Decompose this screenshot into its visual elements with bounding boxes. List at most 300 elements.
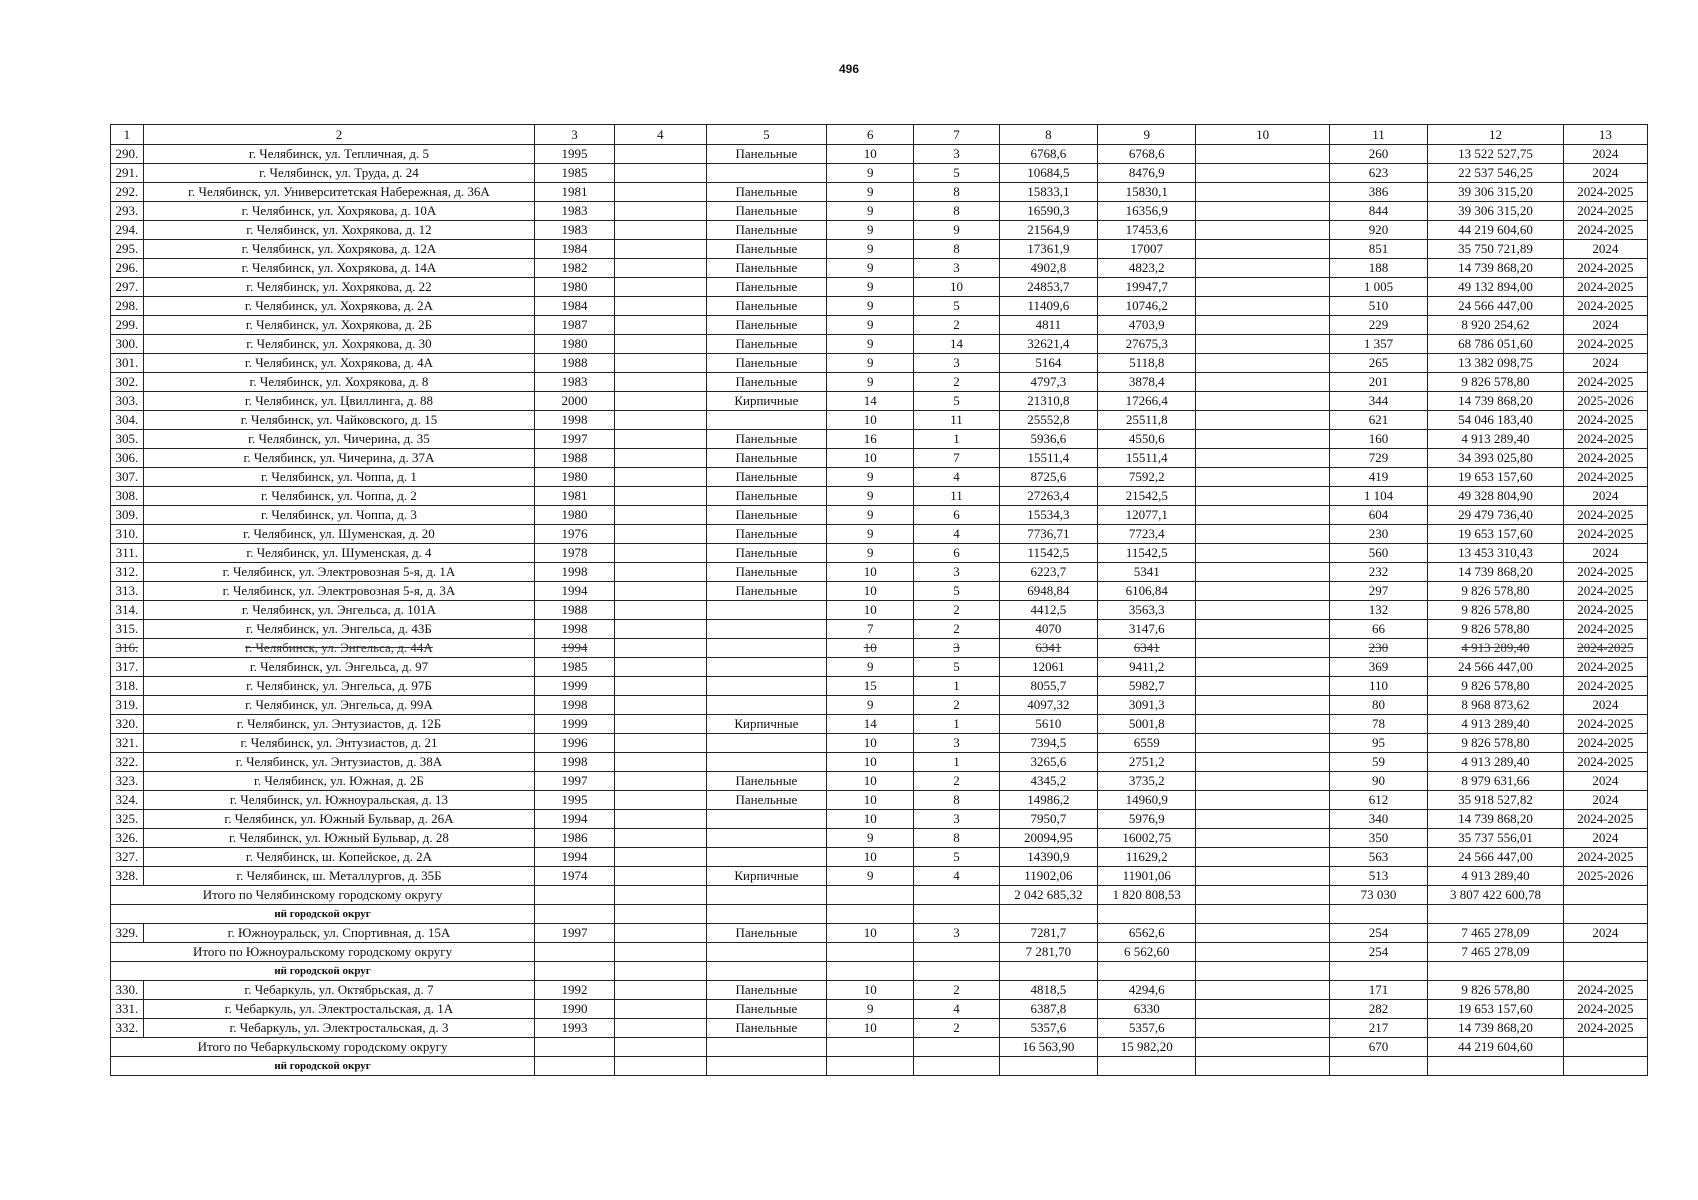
cell-c6: 9 bbox=[826, 658, 913, 677]
column-number-row bbox=[111, 125, 1648, 145]
cell-c11: 132 bbox=[1329, 601, 1427, 620]
cell-c6 bbox=[826, 1038, 913, 1057]
cell-c3: 1998 bbox=[535, 620, 615, 639]
cell-c9: 3878,4 bbox=[1098, 373, 1196, 392]
cell-c4 bbox=[614, 1038, 706, 1057]
cell-c6: 9 bbox=[826, 468, 913, 487]
address-cell: г. Челябинск, ул. Хохрякова, д. 12 bbox=[143, 221, 534, 240]
cell-c11: 510 bbox=[1329, 297, 1427, 316]
cell-c4 bbox=[614, 487, 706, 506]
cell-c7: 4 bbox=[914, 468, 999, 487]
address-cell: г. Чебаркуль, ул. Октябрьская, д. 7 bbox=[143, 981, 534, 1000]
cell-c13: 2025-2026 bbox=[1563, 392, 1647, 411]
row-number: 319. bbox=[111, 696, 144, 715]
table-row bbox=[111, 145, 1648, 164]
cell-c6: 16 bbox=[826, 430, 913, 449]
cell-c9: 9411,2 bbox=[1098, 658, 1196, 677]
cell-c3: 1990 bbox=[535, 1000, 615, 1019]
cell-c9: 3147,6 bbox=[1098, 620, 1196, 639]
cell-c10 bbox=[1196, 601, 1329, 620]
cell-c11: 201 bbox=[1329, 373, 1427, 392]
cell-c12: 24 566 447,00 bbox=[1428, 848, 1564, 867]
row-number: 327. bbox=[111, 848, 144, 867]
cell-c11: 513 bbox=[1329, 867, 1427, 886]
table-row bbox=[111, 221, 1648, 240]
address-cell: г. Челябинск, ул. Энгельса, д. 101А bbox=[143, 601, 534, 620]
table-row bbox=[111, 677, 1648, 696]
cell-c7: 8 bbox=[914, 240, 999, 259]
cell-c13 bbox=[1563, 943, 1647, 962]
table-row bbox=[111, 981, 1648, 1000]
cell-c9: 15830,1 bbox=[1098, 183, 1196, 202]
cell-c13: 2024 bbox=[1563, 791, 1647, 810]
cell-c6: 14 bbox=[826, 715, 913, 734]
cell-c11: 73 030 bbox=[1329, 886, 1427, 905]
cell-c9: 3563,3 bbox=[1098, 601, 1196, 620]
cell-c3: 1995 bbox=[535, 791, 615, 810]
address-cell: г. Челябинск, ул. Южный Бульвар, д. 26А bbox=[143, 810, 534, 829]
cell-c5: Панельные bbox=[706, 449, 826, 468]
cell-c7: 1 bbox=[914, 430, 999, 449]
cell-empty bbox=[914, 962, 999, 981]
cell-c11: 78 bbox=[1329, 715, 1427, 734]
cell-empty bbox=[826, 1057, 913, 1076]
section-label: ий городской округ bbox=[111, 905, 535, 924]
table-row bbox=[111, 297, 1648, 316]
cell-c4 bbox=[614, 278, 706, 297]
cell-c8: 15534,3 bbox=[999, 506, 1097, 525]
cell-c10 bbox=[1196, 886, 1329, 905]
cell-c6: 9 bbox=[826, 278, 913, 297]
row-number: 331. bbox=[111, 1000, 144, 1019]
cell-empty bbox=[914, 1057, 999, 1076]
address-cell: г. Челябинск, ш. Копейское, д. 2А bbox=[143, 848, 534, 867]
cell-c11: 851 bbox=[1329, 240, 1427, 259]
cell-c10 bbox=[1196, 715, 1329, 734]
cell-c11: 297 bbox=[1329, 582, 1427, 601]
cell-c3: 1997 bbox=[535, 924, 615, 943]
cell-c12: 8 920 254,62 bbox=[1428, 316, 1564, 335]
cell-c11: 621 bbox=[1329, 411, 1427, 430]
cell-c4 bbox=[614, 335, 706, 354]
table-row bbox=[111, 696, 1648, 715]
cell-c9: 12077,1 bbox=[1098, 506, 1196, 525]
cell-c5: Панельные bbox=[706, 582, 826, 601]
column-header: 12 bbox=[1428, 125, 1564, 145]
cell-c13: 2024-2025 bbox=[1563, 525, 1647, 544]
cell-c4 bbox=[614, 1000, 706, 1019]
cell-c8: 5936,6 bbox=[999, 430, 1097, 449]
cell-c12: 9 826 578,80 bbox=[1428, 582, 1564, 601]
table-row bbox=[111, 1000, 1648, 1019]
cell-c9: 5001,8 bbox=[1098, 715, 1196, 734]
cell-c11: 560 bbox=[1329, 544, 1427, 563]
cell-c4 bbox=[614, 753, 706, 772]
cell-c13: 2024-2025 bbox=[1563, 411, 1647, 430]
cell-c7: 11 bbox=[914, 487, 999, 506]
table-row bbox=[111, 316, 1648, 335]
address-cell: г. Южноуральск, ул. Спортивная, д. 15А bbox=[143, 924, 534, 943]
row-number: 322. bbox=[111, 753, 144, 772]
cell-c5: Панельные bbox=[706, 487, 826, 506]
cell-c7: 2 bbox=[914, 696, 999, 715]
address-cell: г. Челябинск, ул. Хохрякова, д. 2Б bbox=[143, 316, 534, 335]
cell-empty bbox=[999, 962, 1097, 981]
cell-c7: 3 bbox=[914, 259, 999, 278]
cell-c7: 5 bbox=[914, 848, 999, 867]
cell-c6: 9 bbox=[826, 829, 913, 848]
cell-c9: 3735,2 bbox=[1098, 772, 1196, 791]
cell-c3: 1988 bbox=[535, 601, 615, 620]
cell-c8: 24853,7 bbox=[999, 278, 1097, 297]
address-cell: г. Челябинск, ул. Хохрякова, д. 2А bbox=[143, 297, 534, 316]
cell-c13: 2024-2025 bbox=[1563, 715, 1647, 734]
cell-c13: 2024-2025 bbox=[1563, 620, 1647, 639]
cell-empty bbox=[999, 1057, 1097, 1076]
table-row bbox=[111, 829, 1648, 848]
cell-c7: 2 bbox=[914, 620, 999, 639]
cell-c7: 6 bbox=[914, 506, 999, 525]
cell-c11: 1 357 bbox=[1329, 335, 1427, 354]
cell-c11: 344 bbox=[1329, 392, 1427, 411]
column-header: 9 bbox=[1098, 125, 1196, 145]
cell-c12: 35 918 527,82 bbox=[1428, 791, 1564, 810]
cell-c12: 14 739 868,20 bbox=[1428, 810, 1564, 829]
table-row bbox=[111, 487, 1648, 506]
cell-c3: 1992 bbox=[535, 981, 615, 1000]
cell-c3: 1998 bbox=[535, 411, 615, 430]
cell-c12: 24 566 447,00 bbox=[1428, 658, 1564, 677]
cell-c10 bbox=[1196, 297, 1329, 316]
cell-c9: 25511,8 bbox=[1098, 411, 1196, 430]
cell-c3: 1985 bbox=[535, 164, 615, 183]
cell-c6: 9 bbox=[826, 183, 913, 202]
cell-c11: 254 bbox=[1329, 943, 1427, 962]
cell-c8: 14986,2 bbox=[999, 791, 1097, 810]
address-cell: г. Челябинск, ул. Электровозная 5-я, д. 3А bbox=[143, 582, 534, 601]
cell-c6: 9 bbox=[826, 544, 913, 563]
cell-c11: 229 bbox=[1329, 316, 1427, 335]
cell-c3: 1995 bbox=[535, 145, 615, 164]
cell-c8: 4097,32 bbox=[999, 696, 1097, 715]
cell-c7: 2 bbox=[914, 1019, 999, 1038]
cell-c4 bbox=[614, 829, 706, 848]
cell-c5: Панельные bbox=[706, 791, 826, 810]
total-label: Итого по Чебаркульскому городскому округу bbox=[111, 1038, 535, 1057]
cell-empty bbox=[706, 1057, 826, 1076]
cell-c11: 230 bbox=[1329, 525, 1427, 544]
cell-c11: 230 bbox=[1329, 639, 1427, 658]
cell-c3: 1987 bbox=[535, 316, 615, 335]
column-header: 8 bbox=[999, 125, 1097, 145]
cell-c4 bbox=[614, 886, 706, 905]
cell-c7 bbox=[914, 886, 999, 905]
cell-c9: 4703,9 bbox=[1098, 316, 1196, 335]
cell-c7: 4 bbox=[914, 867, 999, 886]
cell-c4 bbox=[614, 696, 706, 715]
cell-c6: 9 bbox=[826, 354, 913, 373]
cell-c8: 8725,6 bbox=[999, 468, 1097, 487]
cell-c12: 44 219 604,60 bbox=[1428, 221, 1564, 240]
cell-empty bbox=[1563, 962, 1647, 981]
cell-c3: 1981 bbox=[535, 487, 615, 506]
cell-c9: 6768,6 bbox=[1098, 145, 1196, 164]
cell-c7: 3 bbox=[914, 563, 999, 582]
cell-c3: 1988 bbox=[535, 449, 615, 468]
cell-c6: 10 bbox=[826, 848, 913, 867]
row-number: 298. bbox=[111, 297, 144, 316]
row-number: 332. bbox=[111, 1019, 144, 1038]
cell-empty bbox=[1563, 905, 1647, 924]
cell-c11: 604 bbox=[1329, 506, 1427, 525]
cell-c13: 2024-2025 bbox=[1563, 848, 1647, 867]
cell-c6: 9 bbox=[826, 525, 913, 544]
cell-c13 bbox=[1563, 1038, 1647, 1057]
row-number: 324. bbox=[111, 791, 144, 810]
cell-c12: 9 826 578,80 bbox=[1428, 373, 1564, 392]
cell-c10 bbox=[1196, 335, 1329, 354]
cell-c9: 5357,6 bbox=[1098, 1019, 1196, 1038]
cell-c5 bbox=[706, 734, 826, 753]
row-number: 301. bbox=[111, 354, 144, 373]
cell-c13: 2025-2026 bbox=[1563, 867, 1647, 886]
cell-c8: 4811 bbox=[999, 316, 1097, 335]
cell-c8: 3265,6 bbox=[999, 753, 1097, 772]
cell-c13: 2024-2025 bbox=[1563, 335, 1647, 354]
address-cell: г. Челябинск, ул. Цвиллинга, д. 88 bbox=[143, 392, 534, 411]
register-body bbox=[111, 145, 1648, 1076]
cell-c7: 5 bbox=[914, 392, 999, 411]
cell-c8: 16590,3 bbox=[999, 202, 1097, 221]
cell-c7: 8 bbox=[914, 829, 999, 848]
cell-c10 bbox=[1196, 525, 1329, 544]
address-cell: г. Челябинск, ул. Энгельса, д. 44А bbox=[143, 639, 534, 658]
section-row bbox=[111, 905, 1648, 924]
cell-c10 bbox=[1196, 164, 1329, 183]
cell-empty bbox=[1196, 962, 1329, 981]
cell-empty bbox=[535, 962, 615, 981]
cell-c7: 8 bbox=[914, 202, 999, 221]
housing-register-table bbox=[110, 124, 1648, 1076]
cell-c11: 160 bbox=[1329, 430, 1427, 449]
cell-c8: 4412,5 bbox=[999, 601, 1097, 620]
section-label: ий городской округ bbox=[111, 962, 535, 981]
cell-c3: 1983 bbox=[535, 202, 615, 221]
cell-c9: 16356,9 bbox=[1098, 202, 1196, 221]
cell-c5: Панельные bbox=[706, 544, 826, 563]
cell-c7: 2 bbox=[914, 601, 999, 620]
cell-c13 bbox=[1563, 886, 1647, 905]
cell-c7: 5 bbox=[914, 297, 999, 316]
cell-c13: 2024-2025 bbox=[1563, 753, 1647, 772]
address-cell: г. Челябинск, ул. Чичерина, д. 35 bbox=[143, 430, 534, 449]
cell-c9: 6562,6 bbox=[1098, 924, 1196, 943]
cell-c5: Кирпичные bbox=[706, 392, 826, 411]
cell-c13: 2024 bbox=[1563, 696, 1647, 715]
cell-c8: 17361,9 bbox=[999, 240, 1097, 259]
row-number: 318. bbox=[111, 677, 144, 696]
cell-c12: 35 737 556,01 bbox=[1428, 829, 1564, 848]
total-label: Итого по Челябинскому городскому округу bbox=[111, 886, 535, 905]
table-row bbox=[111, 924, 1648, 943]
cell-c12: 9 826 578,80 bbox=[1428, 601, 1564, 620]
cell-c7: 3 bbox=[914, 810, 999, 829]
cell-c9: 5976,9 bbox=[1098, 810, 1196, 829]
cell-c8: 7281,7 bbox=[999, 924, 1097, 943]
cell-c4 bbox=[614, 544, 706, 563]
cell-c8: 6948,84 bbox=[999, 582, 1097, 601]
cell-empty bbox=[614, 905, 706, 924]
cell-c8: 16 563,90 bbox=[999, 1038, 1097, 1057]
cell-c4 bbox=[614, 734, 706, 753]
address-cell: г. Челябинск, ул. Чичерина, д. 37А bbox=[143, 449, 534, 468]
address-cell: г. Челябинск, ул. Чайковского, д. 15 bbox=[143, 411, 534, 430]
cell-c3: 2000 bbox=[535, 392, 615, 411]
cell-c8: 5164 bbox=[999, 354, 1097, 373]
cell-c8: 4902,8 bbox=[999, 259, 1097, 278]
cell-c9: 4823,2 bbox=[1098, 259, 1196, 278]
table-row bbox=[111, 544, 1648, 563]
cell-c5: Панельные bbox=[706, 297, 826, 316]
cell-c6: 9 bbox=[826, 259, 913, 278]
row-number: 302. bbox=[111, 373, 144, 392]
cell-c5 bbox=[706, 164, 826, 183]
cell-c10 bbox=[1196, 848, 1329, 867]
cell-empty bbox=[1098, 1057, 1196, 1076]
cell-empty bbox=[706, 905, 826, 924]
column-header: 3 bbox=[535, 125, 615, 145]
address-cell: г. Челябинск, ул. Хохрякова, д. 10А bbox=[143, 202, 534, 221]
cell-c12: 44 219 604,60 bbox=[1428, 1038, 1564, 1057]
cell-c5 bbox=[706, 810, 826, 829]
cell-c11: 670 bbox=[1329, 1038, 1427, 1057]
cell-c7: 14 bbox=[914, 335, 999, 354]
cell-c7: 2 bbox=[914, 981, 999, 1000]
cell-c5 bbox=[706, 411, 826, 430]
address-cell: г. Челябинск, ул. Хохрякова, д. 14А bbox=[143, 259, 534, 278]
cell-c8: 2 042 685,32 bbox=[999, 886, 1097, 905]
cell-c7 bbox=[914, 943, 999, 962]
cell-c13: 2024-2025 bbox=[1563, 468, 1647, 487]
cell-c4 bbox=[614, 981, 706, 1000]
cell-c4 bbox=[614, 164, 706, 183]
cell-c6: 10 bbox=[826, 563, 913, 582]
address-cell: г. Челябинск, ул. Чоппа, д. 3 bbox=[143, 506, 534, 525]
cell-c4 bbox=[614, 449, 706, 468]
cell-c13: 2024 bbox=[1563, 544, 1647, 563]
table-row bbox=[111, 810, 1648, 829]
cell-c9: 3091,3 bbox=[1098, 696, 1196, 715]
cell-c11: 95 bbox=[1329, 734, 1427, 753]
row-number: 290. bbox=[111, 145, 144, 164]
table-row bbox=[111, 430, 1648, 449]
table-row bbox=[111, 183, 1648, 202]
cell-c8: 7736,71 bbox=[999, 525, 1097, 544]
cell-c7: 3 bbox=[914, 734, 999, 753]
cell-empty bbox=[614, 1057, 706, 1076]
cell-c12: 9 826 578,80 bbox=[1428, 620, 1564, 639]
cell-c10 bbox=[1196, 1038, 1329, 1057]
cell-c11: 217 bbox=[1329, 1019, 1427, 1038]
cell-c10 bbox=[1196, 924, 1329, 943]
cell-empty bbox=[1329, 1057, 1427, 1076]
cell-c10 bbox=[1196, 563, 1329, 582]
cell-c13: 2024 bbox=[1563, 924, 1647, 943]
column-header: 13 bbox=[1563, 125, 1647, 145]
cell-c10 bbox=[1196, 240, 1329, 259]
row-number: 312. bbox=[111, 563, 144, 582]
cell-c3: 1994 bbox=[535, 848, 615, 867]
cell-c6: 10 bbox=[826, 924, 913, 943]
cell-c8: 6768,6 bbox=[999, 145, 1097, 164]
cell-c7: 1 bbox=[914, 715, 999, 734]
cell-c9: 17453,6 bbox=[1098, 221, 1196, 240]
cell-c11: 260 bbox=[1329, 145, 1427, 164]
cell-c10 bbox=[1196, 867, 1329, 886]
cell-c3: 1999 bbox=[535, 677, 615, 696]
table-row bbox=[111, 202, 1648, 221]
address-cell: г. Челябинск, ул. Энтузиастов, д. 38А bbox=[143, 753, 534, 772]
cell-c6: 9 bbox=[826, 867, 913, 886]
page-number: 496 bbox=[838, 62, 860, 76]
cell-c7: 2 bbox=[914, 373, 999, 392]
cell-c8: 32621,4 bbox=[999, 335, 1097, 354]
cell-c10 bbox=[1196, 411, 1329, 430]
cell-c9: 15 982,20 bbox=[1098, 1038, 1196, 1057]
cell-c10 bbox=[1196, 829, 1329, 848]
cell-c6: 9 bbox=[826, 297, 913, 316]
cell-c12: 13 453 310,43 bbox=[1428, 544, 1564, 563]
cell-c8: 4797,3 bbox=[999, 373, 1097, 392]
cell-c11: 844 bbox=[1329, 202, 1427, 221]
cell-c6 bbox=[826, 943, 913, 962]
cell-c11: 59 bbox=[1329, 753, 1427, 772]
cell-c10 bbox=[1196, 734, 1329, 753]
address-cell: г. Челябинск, ул. Хохрякова, д. 4А bbox=[143, 354, 534, 373]
cell-c8: 6341 bbox=[999, 639, 1097, 658]
cell-c12: 24 566 447,00 bbox=[1428, 297, 1564, 316]
cell-c9: 4294,6 bbox=[1098, 981, 1196, 1000]
cell-c6: 9 bbox=[826, 487, 913, 506]
cell-c4 bbox=[614, 525, 706, 544]
cell-c6: 9 bbox=[826, 164, 913, 183]
address-cell: г. Челябинск, ул. Чоппа, д. 1 bbox=[143, 468, 534, 487]
cell-c5 bbox=[706, 943, 826, 962]
table-row bbox=[111, 582, 1648, 601]
row-number: 296. bbox=[111, 259, 144, 278]
cell-c6: 15 bbox=[826, 677, 913, 696]
cell-c13: 2024-2025 bbox=[1563, 430, 1647, 449]
cell-c5 bbox=[706, 658, 826, 677]
row-number: 295. bbox=[111, 240, 144, 259]
cell-c4 bbox=[614, 240, 706, 259]
cell-empty bbox=[914, 905, 999, 924]
table-row bbox=[111, 468, 1648, 487]
table-row bbox=[111, 601, 1648, 620]
cell-c6: 10 bbox=[826, 1019, 913, 1038]
table-row bbox=[111, 867, 1648, 886]
cell-c7: 9 bbox=[914, 221, 999, 240]
total-row bbox=[111, 886, 1648, 905]
section-row bbox=[111, 962, 1648, 981]
cell-c4 bbox=[614, 183, 706, 202]
table-row bbox=[111, 1019, 1648, 1038]
cell-c12: 7 465 278,09 bbox=[1428, 943, 1564, 962]
cell-c11: 80 bbox=[1329, 696, 1427, 715]
cell-c12: 8 968 873,62 bbox=[1428, 696, 1564, 715]
cell-c7: 5 bbox=[914, 164, 999, 183]
cell-c4 bbox=[614, 145, 706, 164]
